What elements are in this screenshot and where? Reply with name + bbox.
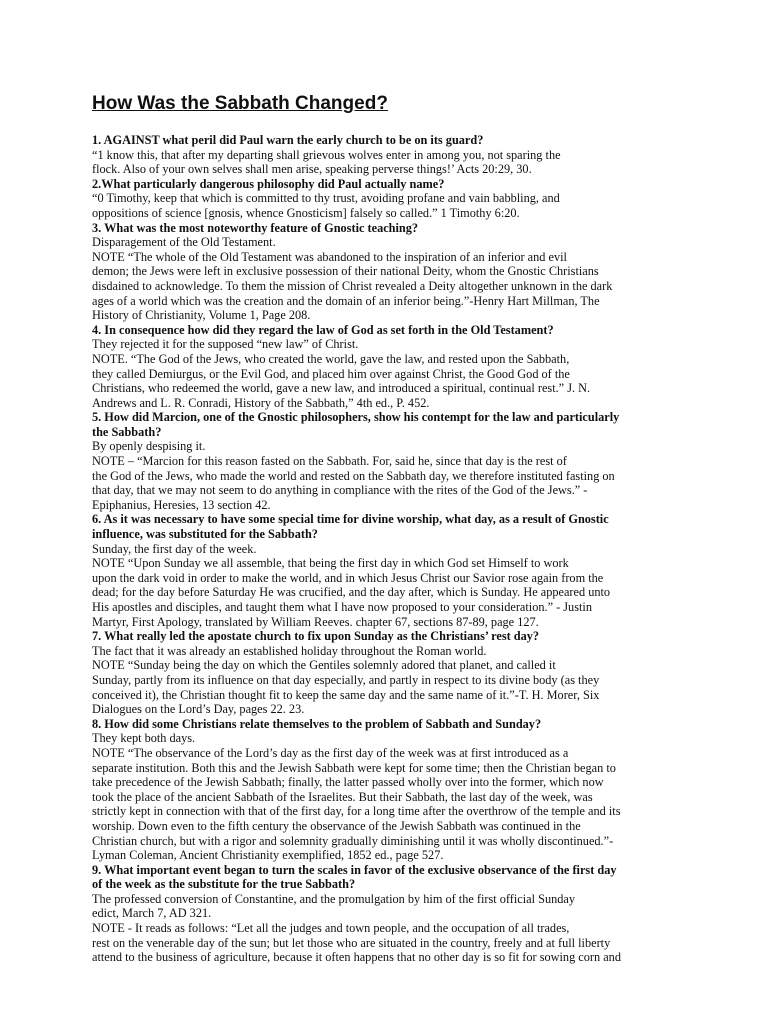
text-line: Martyr, First Apology, translated by William Reeves. chapter 67, sections 87-89, page 127. [92, 614, 539, 629]
document-title: How Was the Sabbath Changed? [92, 93, 388, 114]
text-line: History of Christianity, Volume 1, Page 208. [92, 308, 311, 323]
text-line: NOTE “The whole of the Old Testament was abandoned to the inspiration of an inferior and evil [92, 249, 567, 264]
question-line: 2.What particularly dangerous philosophy did Paul actually name? [92, 176, 445, 191]
text-line: NOTE “Sunday being the day on which the Gentiles solemnly adored that planet, and called it [92, 658, 556, 673]
question-line: influence, was substituted for the Sabbath? [92, 527, 318, 542]
text-line: the God of the Jews, who made the world and rested on the Sabbath day, we therefore instituted fasting on [92, 468, 615, 483]
text-line: Sunday, partly from its influence on that day especially, and partly in respect to its divine body (as they [92, 672, 600, 687]
text-line: took the place of the ancient Sabbath of the Israelites. But their Sabbath, the last day of the week, was [92, 789, 593, 804]
text-line: Sunday, the first day of the week. [92, 541, 257, 556]
question-line: 7. What really led the apostate church to fix upon Sunday as the Christians’ rest day? [92, 629, 540, 644]
text-line: Andrews and L. R. Conradi, History of the Sabbath,” 4th ed., P. 452. [92, 395, 430, 410]
text-line: The professed conversion of Constantine, and the promulgation by him of the first official Sunday [92, 891, 576, 906]
text-line: attend to the business of agriculture, because it often happens that no other day is so fit for sowing corn and [92, 950, 621, 965]
question-line: 9. What important event began to turn the scales in favor of the exclusive observance of the first day [92, 862, 617, 877]
question-line: 1. AGAINST what peril did Paul warn the early church to be on its guard? [92, 133, 484, 147]
question-line: 5. How did Marcion, one of the Gnostic philosophers, show his contempt for the law and particularly [92, 410, 620, 425]
text-line: His apostles and disciples, and taught them what I have now proposed to your consideration.” - Justin [92, 600, 592, 614]
document-body [92, 133, 652, 965]
question-line: 3. What was the most noteworthy feature of Gnostic teaching? [92, 220, 419, 235]
text-line: NOTE “The observance of the Lord’s day as the first day of the week was at first introduced as a [92, 745, 569, 760]
text-line: The fact that it was already an established holiday throughout the Roman world. [92, 643, 487, 658]
text-line: They kept both days. [92, 731, 196, 746]
text-line: conceived it), the Christian thought fit to keep the same day and the same name of it.”-T. H. Morer, Six [92, 687, 600, 702]
text-line: “1 know this, that after my departing shall grievous wolves enter in among you, not sparing the [92, 147, 561, 162]
text-line: They rejected it for the supposed “new law” of Christ. [92, 337, 359, 352]
text-line: Epiphanius, Heresies, 13 section 42. [92, 497, 271, 512]
text-line: NOTE – “Marcion for this reason fasted on the Sabbath. For, said he, since that day is the rest of [92, 454, 567, 469]
text-line: they called Demiurgus, or the Evil God, and placed him over against Christ, the Good God of the [92, 366, 570, 381]
text-line: worship. Down even to the fifth century the observance of the Jewish Sabbath was continued in the [92, 818, 581, 833]
question-line: 4. In consequence how did they regard the law of God as set forth in the Old Testament? [92, 322, 554, 337]
text-line: take precedence of the Jewish Sabbath; finally, the latter passed wholly over into the former, which now [92, 775, 604, 790]
question-line: the Sabbath? [92, 424, 162, 439]
text-line: NOTE “Upon Sunday we all assemble, that being the first day in which God set Himself to work [92, 556, 569, 571]
text-line: Christians, who redeemed the world, gave a new law, and introduced a spiritual, continual rest.” J. N. [92, 381, 591, 396]
text-line: NOTE - It reads as follows: “Let all the judges and town people, and the occupation of all trades, [92, 921, 570, 936]
text-line: edict, March 7, AD 321. [92, 906, 212, 921]
text-line: Dialogues on the Lord’s Day, pages 22. 23. [92, 702, 305, 717]
text-line: “0 Timothy, keep that which is committed to thy trust, avoiding profane and vain babbling, and [92, 191, 560, 206]
text-line: Disparagement of the Old Testament. [92, 235, 276, 250]
text-line: rest on the venerable day of the sun; but let those who are situated in the country, freely and at full liberty [92, 935, 611, 950]
question-line: of the week as the substitute for the true Sabbath? [92, 877, 356, 892]
text-line: demon; the Jews were left in exclusive possession of their national Deity, whom the Gnostic Christians [92, 264, 599, 279]
text-line: separate institution. Both this and the Jewish Sabbath were kept for some time; then the Christian began to [92, 760, 616, 775]
question-line: 8. How did some Christians relate themselves to the problem of Sabbath and Sunday? [92, 716, 542, 731]
text-line: ages of a world which was the creation and the domain of an inferior being.”-Henry Hart Millman, The [92, 293, 600, 308]
text-line: Christian church, but with a rigor and solemnity gradually diminishing until it was wholly discontinued.”- [92, 833, 614, 848]
text-line: upon the dark void in order to make the world, and in which Jesus Christ our Savior rose again from the [92, 570, 604, 585]
document-page [92, 92, 652, 965]
text-line: By openly despising it. [92, 439, 206, 454]
text-line: NOTE. “The God of the Jews, who created the world, gave the law, and rested upon the Sabbath, [92, 351, 570, 366]
text-line: dead; for the day before Saturday He was crucified, and the day after, which is Sunday. He appeared unto [92, 585, 611, 600]
text-line: oppositions of science [gnosis, whence Gnosticism] falsely so called.” 1 Timothy 6:20. [92, 205, 520, 220]
text-line: Lyman Coleman, Ancient Christianity exemplified, 1852 ed., page 527. [92, 848, 444, 863]
text-line: flock. Also of your own selves shall men arise, speaking perverse things!’ Acts 20:29, 30. [92, 162, 532, 177]
question-line: 6. As it was necessary to have some special time for divine worship, what day, as a result of Gnostic [92, 512, 609, 527]
text-line: strictly kept in connection with that of the first day, for a long time after the overthrow of the temple and its [92, 804, 621, 819]
text-line: that day, that we may not seem to do anything in compliance with the rites of the God of the Jews.” - [92, 483, 588, 498]
text-line: disdained to acknowledge. To them the mission of Christ revealed a Deity altogether unknown in the dark [92, 278, 613, 293]
